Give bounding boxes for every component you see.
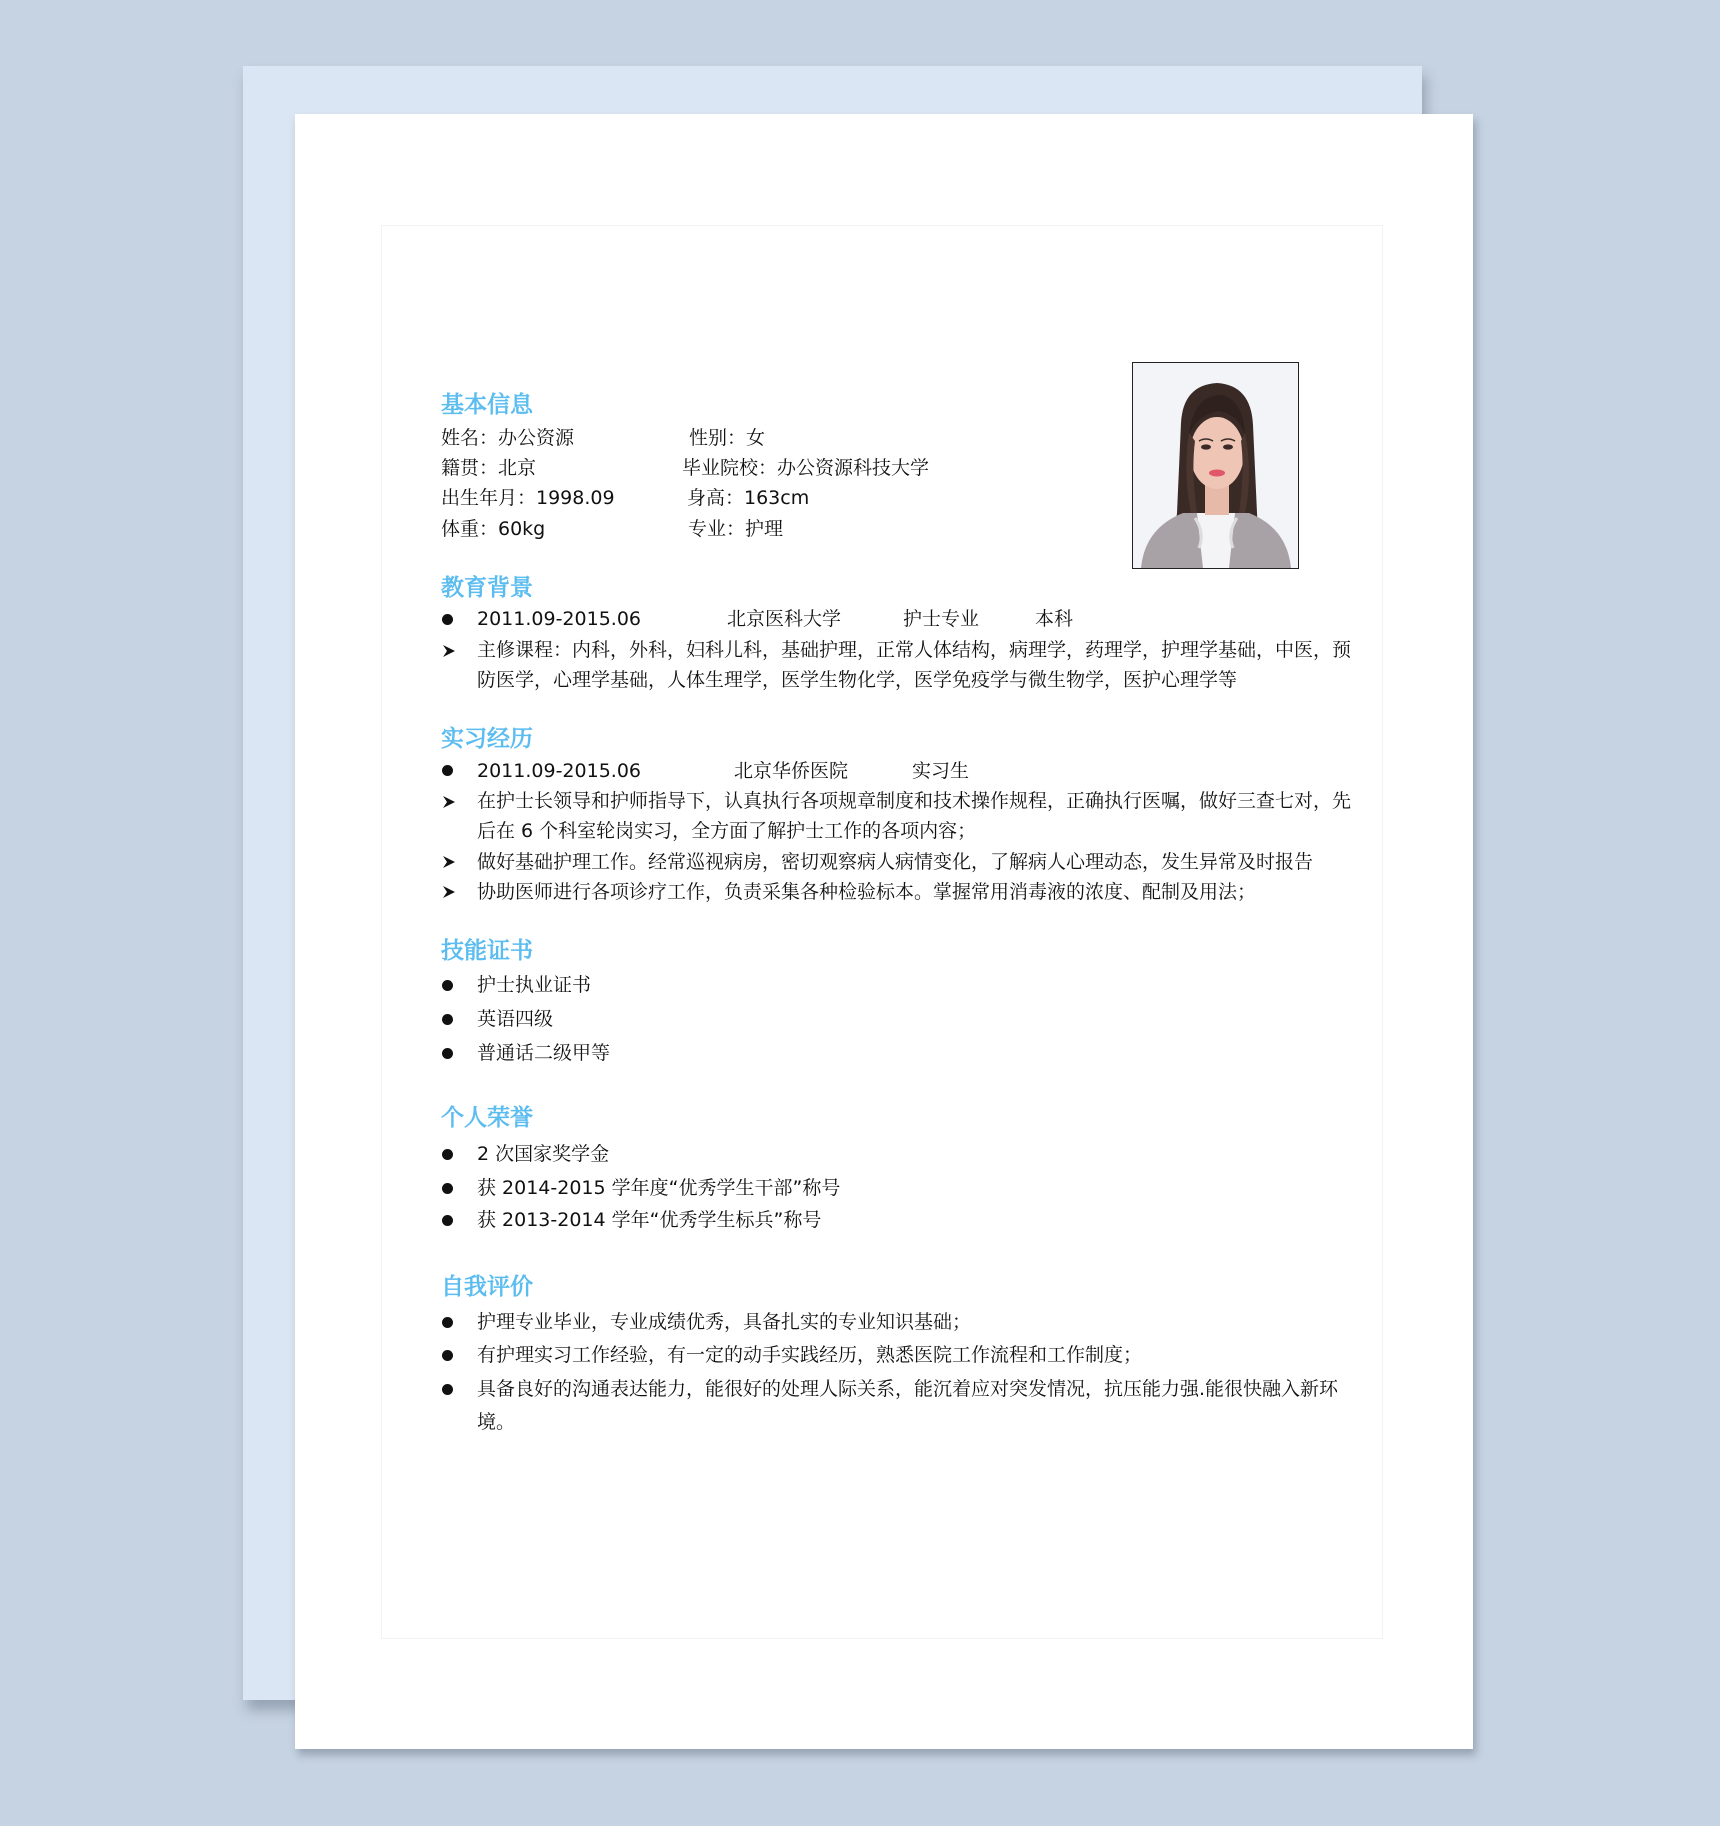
info-birth: 出生年月：1998.09 — [441, 487, 615, 509]
portrait-photo-icon — [1133, 363, 1298, 568]
info-weight: 体重：60kg — [441, 518, 546, 540]
self-eval-item-3-line1: 具备良好的沟通表达能力，能很好的处理人际关系，能沉着应对突发情况，抗压能力强.能很快融入新环 — [477, 1378, 1339, 1400]
arrow-bullet-icon — [442, 795, 456, 809]
honor-item: 获 2014-2015 学年度“优秀学生干部”称号 — [477, 1177, 841, 1199]
internship-item-1-line1: 在护士长领导和护师指导下，认真执行各项规章制度和技术操作规程，正确执行医嘱，做好三查七对，先 — [477, 790, 1352, 812]
info-major: 专业：护理 — [688, 518, 784, 540]
info-gender: 性别：女 — [689, 427, 766, 449]
internship-item-2: 做好基础护理工作。经常巡视病房，密切观察病人病情变化，了解病人心理动态，发生异常及时报告 — [477, 851, 1314, 873]
skill-item: 护士执业证书 — [477, 974, 592, 996]
bullet-dot-icon — [442, 1048, 453, 1059]
portrait-photo — [1132, 362, 1299, 569]
skill-item: 普通话二级甲等 — [477, 1042, 611, 1064]
section-heading-self-evaluation: 自我评价 — [441, 1274, 533, 1300]
bullet-dot-icon — [442, 1350, 453, 1361]
info-school: 毕业院校：办公资源科技大学 — [682, 457, 930, 479]
honor-item: 获 2013-2014 学年“优秀学生标兵”称号 — [477, 1209, 822, 1231]
section-heading-skills: 技能证书 — [441, 938, 533, 964]
self-eval-item-3-line2: 境。 — [477, 1411, 516, 1433]
bullet-dot-icon — [442, 1014, 453, 1025]
education-degree: 本科 — [1035, 608, 1074, 630]
resume-page — [295, 114, 1473, 1749]
bullet-dot-icon — [442, 765, 453, 776]
bullet-dot-icon — [442, 1183, 453, 1194]
internship-role: 实习生 — [912, 760, 970, 782]
internship-item-1-line2: 后在 6 个科室轮岗实习，全方面了解护士工作的各项内容； — [477, 820, 977, 842]
education-period: 2011.09-2015.06 — [477, 608, 641, 630]
education-school: 北京医科大学 — [727, 608, 842, 630]
info-name: 姓名：办公资源 — [441, 427, 575, 449]
skill-item: 英语四级 — [477, 1008, 554, 1030]
arrow-bullet-icon — [442, 885, 456, 899]
internship-item-3: 协助医师进行各项诊疗工作，负责采集各种检验标本。掌握常用消毒液的浓度、配制及用法； — [477, 881, 1257, 903]
info-height: 身高：163cm — [687, 487, 810, 509]
education-major: 护士专业 — [903, 608, 980, 630]
self-eval-item-1: 护理专业毕业，专业成绩优秀，具备扎实的专业知识基础； — [477, 1311, 972, 1333]
bullet-dot-icon — [442, 1317, 453, 1328]
self-eval-item-2: 有护理实习工作经验，有一定的动手实践经历，熟悉医院工作流程和工作制度； — [477, 1344, 1143, 1366]
bullet-dot-icon — [442, 614, 453, 625]
education-courses-line1: 主修课程：内科，外科，妇科儿科，基础护理，正常人体结构，病理学，药理学，护理学基础，中医，预 — [477, 639, 1352, 661]
arrow-bullet-icon — [442, 644, 456, 658]
section-heading-basic-info: 基本信息 — [441, 392, 533, 418]
bullet-dot-icon — [442, 980, 453, 991]
arrow-bullet-icon — [442, 855, 456, 869]
internship-period: 2011.09-2015.06 — [477, 760, 641, 782]
education-courses-line2: 防医学，心理学基础，人体生理学，医学生物化学，医学免疫学与微生物学，医护心理学等 — [477, 669, 1238, 691]
section-heading-honors: 个人荣誉 — [441, 1105, 533, 1131]
section-heading-education: 教育背景 — [441, 575, 533, 601]
bullet-dot-icon — [442, 1215, 453, 1226]
bullet-dot-icon — [442, 1149, 453, 1160]
honor-item: 2 次国家奖学金 — [477, 1143, 610, 1165]
info-hometown: 籍贯：北京 — [441, 457, 537, 479]
section-heading-internship: 实习经历 — [441, 726, 533, 752]
internship-hospital: 北京华侨医院 — [734, 760, 849, 782]
bullet-dot-icon — [442, 1384, 453, 1395]
